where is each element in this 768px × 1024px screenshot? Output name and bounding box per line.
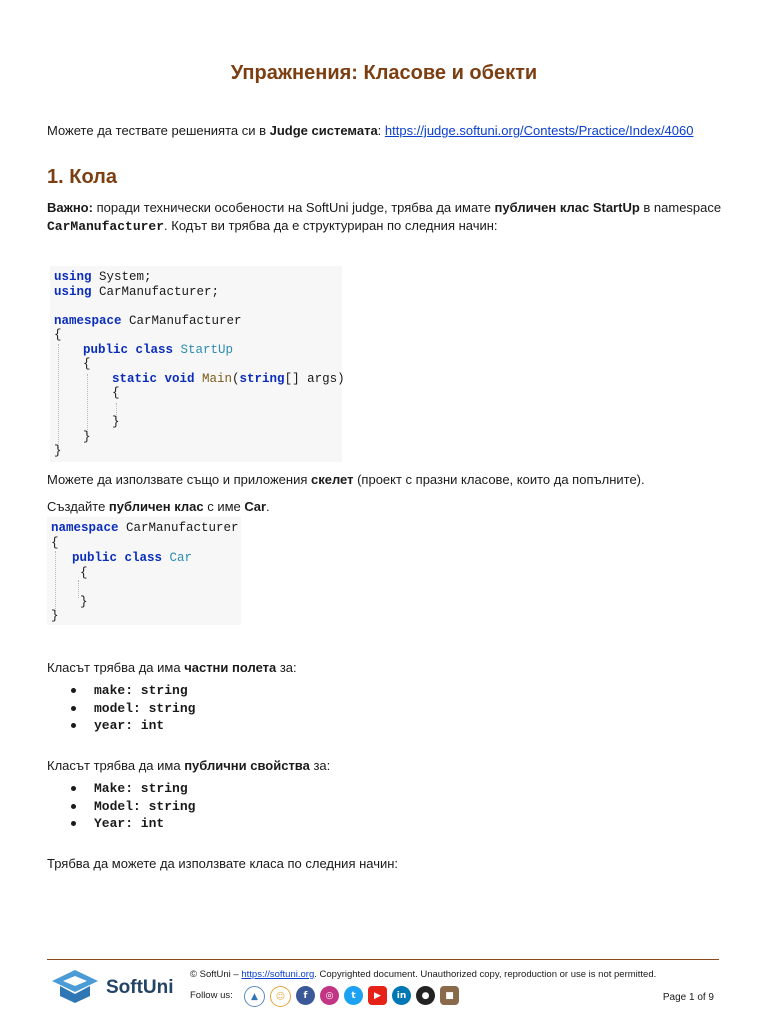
softuni-logo-text: SoftUni bbox=[106, 977, 174, 998]
youtube-icon[interactable]: ▶ bbox=[368, 986, 387, 1005]
list-item: Model: string bbox=[60, 798, 195, 816]
list-item: model: string bbox=[60, 700, 195, 718]
list-item: Make: string bbox=[60, 780, 195, 798]
properties-list bbox=[60, 780, 195, 833]
copyright-text: © SoftUni – https://softuni.org. Copyrighted document. Unauthorized copy, reproduction or use is not permitted. bbox=[190, 969, 657, 980]
code-line: public class Car bbox=[72, 551, 193, 565]
properties-paragraph: Класът трябва да има публични свойства за: bbox=[47, 758, 331, 773]
code-line: { bbox=[51, 536, 59, 550]
judge-link[interactable]: https://judge.softuni.org/Contests/Practice/Index/4060 bbox=[384, 123, 694, 138]
softuni-logo[interactable] bbox=[50, 968, 178, 1008]
footer-divider bbox=[47, 959, 719, 960]
softuni-site-link[interactable]: https://softuni.org bbox=[241, 969, 315, 980]
linkedin-icon[interactable]: in bbox=[392, 986, 411, 1005]
code-line: } bbox=[54, 444, 62, 458]
code-line: { bbox=[83, 357, 91, 371]
follow-us-label: Follow us: bbox=[190, 990, 233, 1001]
important-paragraph-line1: Важно: поради технически особености на SoftUni judge, трябва да имате публичен клас StartUp в namespace bbox=[47, 200, 722, 215]
code-line: namespace CarManufacturer bbox=[51, 521, 239, 535]
usage-paragraph: Трябва да можете да използвате класа по следния начин: bbox=[47, 856, 399, 871]
page-number: Page 1 of 9 bbox=[662, 992, 714, 1003]
create-class-paragraph: Създайте публичен клас с име Car. bbox=[47, 499, 270, 514]
code-line: static void Main(string[] args) bbox=[112, 372, 345, 386]
softuni-icon[interactable]: ▲ bbox=[244, 986, 265, 1007]
section-heading: 1. Кола bbox=[47, 166, 117, 188]
code-line: { bbox=[54, 328, 62, 342]
github-icon[interactable]: ● bbox=[416, 986, 435, 1005]
fields-paragraph: Класът трябва да има частни полета за: bbox=[47, 660, 297, 675]
instagram-icon[interactable]: ◎ bbox=[320, 986, 339, 1005]
code-line: using CarManufacturer; bbox=[54, 285, 220, 299]
code-line: } bbox=[51, 609, 59, 623]
code-line: } bbox=[83, 430, 91, 444]
skeleton-paragraph: Можете да използвате също и приложения скелет (проект с празни класове, които да попълните). bbox=[47, 472, 645, 487]
tiktok-icon[interactable]: ■ bbox=[440, 986, 459, 1005]
important-paragraph-line2: CarManufacturer. Кодът ви трябва да е структуриран по следния начин: bbox=[47, 218, 498, 234]
code-line: namespace CarManufacturer bbox=[54, 314, 242, 328]
page-title: Упражнения: Класове и обекти bbox=[230, 62, 538, 84]
list-item: make: string bbox=[60, 682, 195, 700]
facebook-icon[interactable]: f bbox=[296, 986, 315, 1005]
list-item: year: int bbox=[60, 717, 195, 735]
code-line: { bbox=[112, 386, 120, 400]
code-line: } bbox=[112, 415, 120, 429]
list-item: Year: int bbox=[60, 815, 195, 833]
code-block-car bbox=[47, 517, 241, 625]
code-line: using System; bbox=[54, 270, 152, 284]
softuni-logo-icon bbox=[50, 968, 100, 1006]
code-line: } bbox=[80, 595, 88, 609]
social-icons bbox=[244, 986, 459, 1007]
softuni-kids-icon[interactable]: ☺ bbox=[270, 986, 291, 1007]
intro-paragraph: Можете да тествате решенията си в Judge системата: https://judge.softuni.org/Contests/Practice/Index/4060 bbox=[47, 123, 694, 138]
code-line: public class StartUp bbox=[83, 343, 234, 357]
code-line: { bbox=[80, 566, 88, 580]
twitter-icon[interactable]: t bbox=[344, 986, 363, 1005]
fields-list bbox=[60, 682, 195, 735]
code-block-startup bbox=[50, 266, 345, 462]
